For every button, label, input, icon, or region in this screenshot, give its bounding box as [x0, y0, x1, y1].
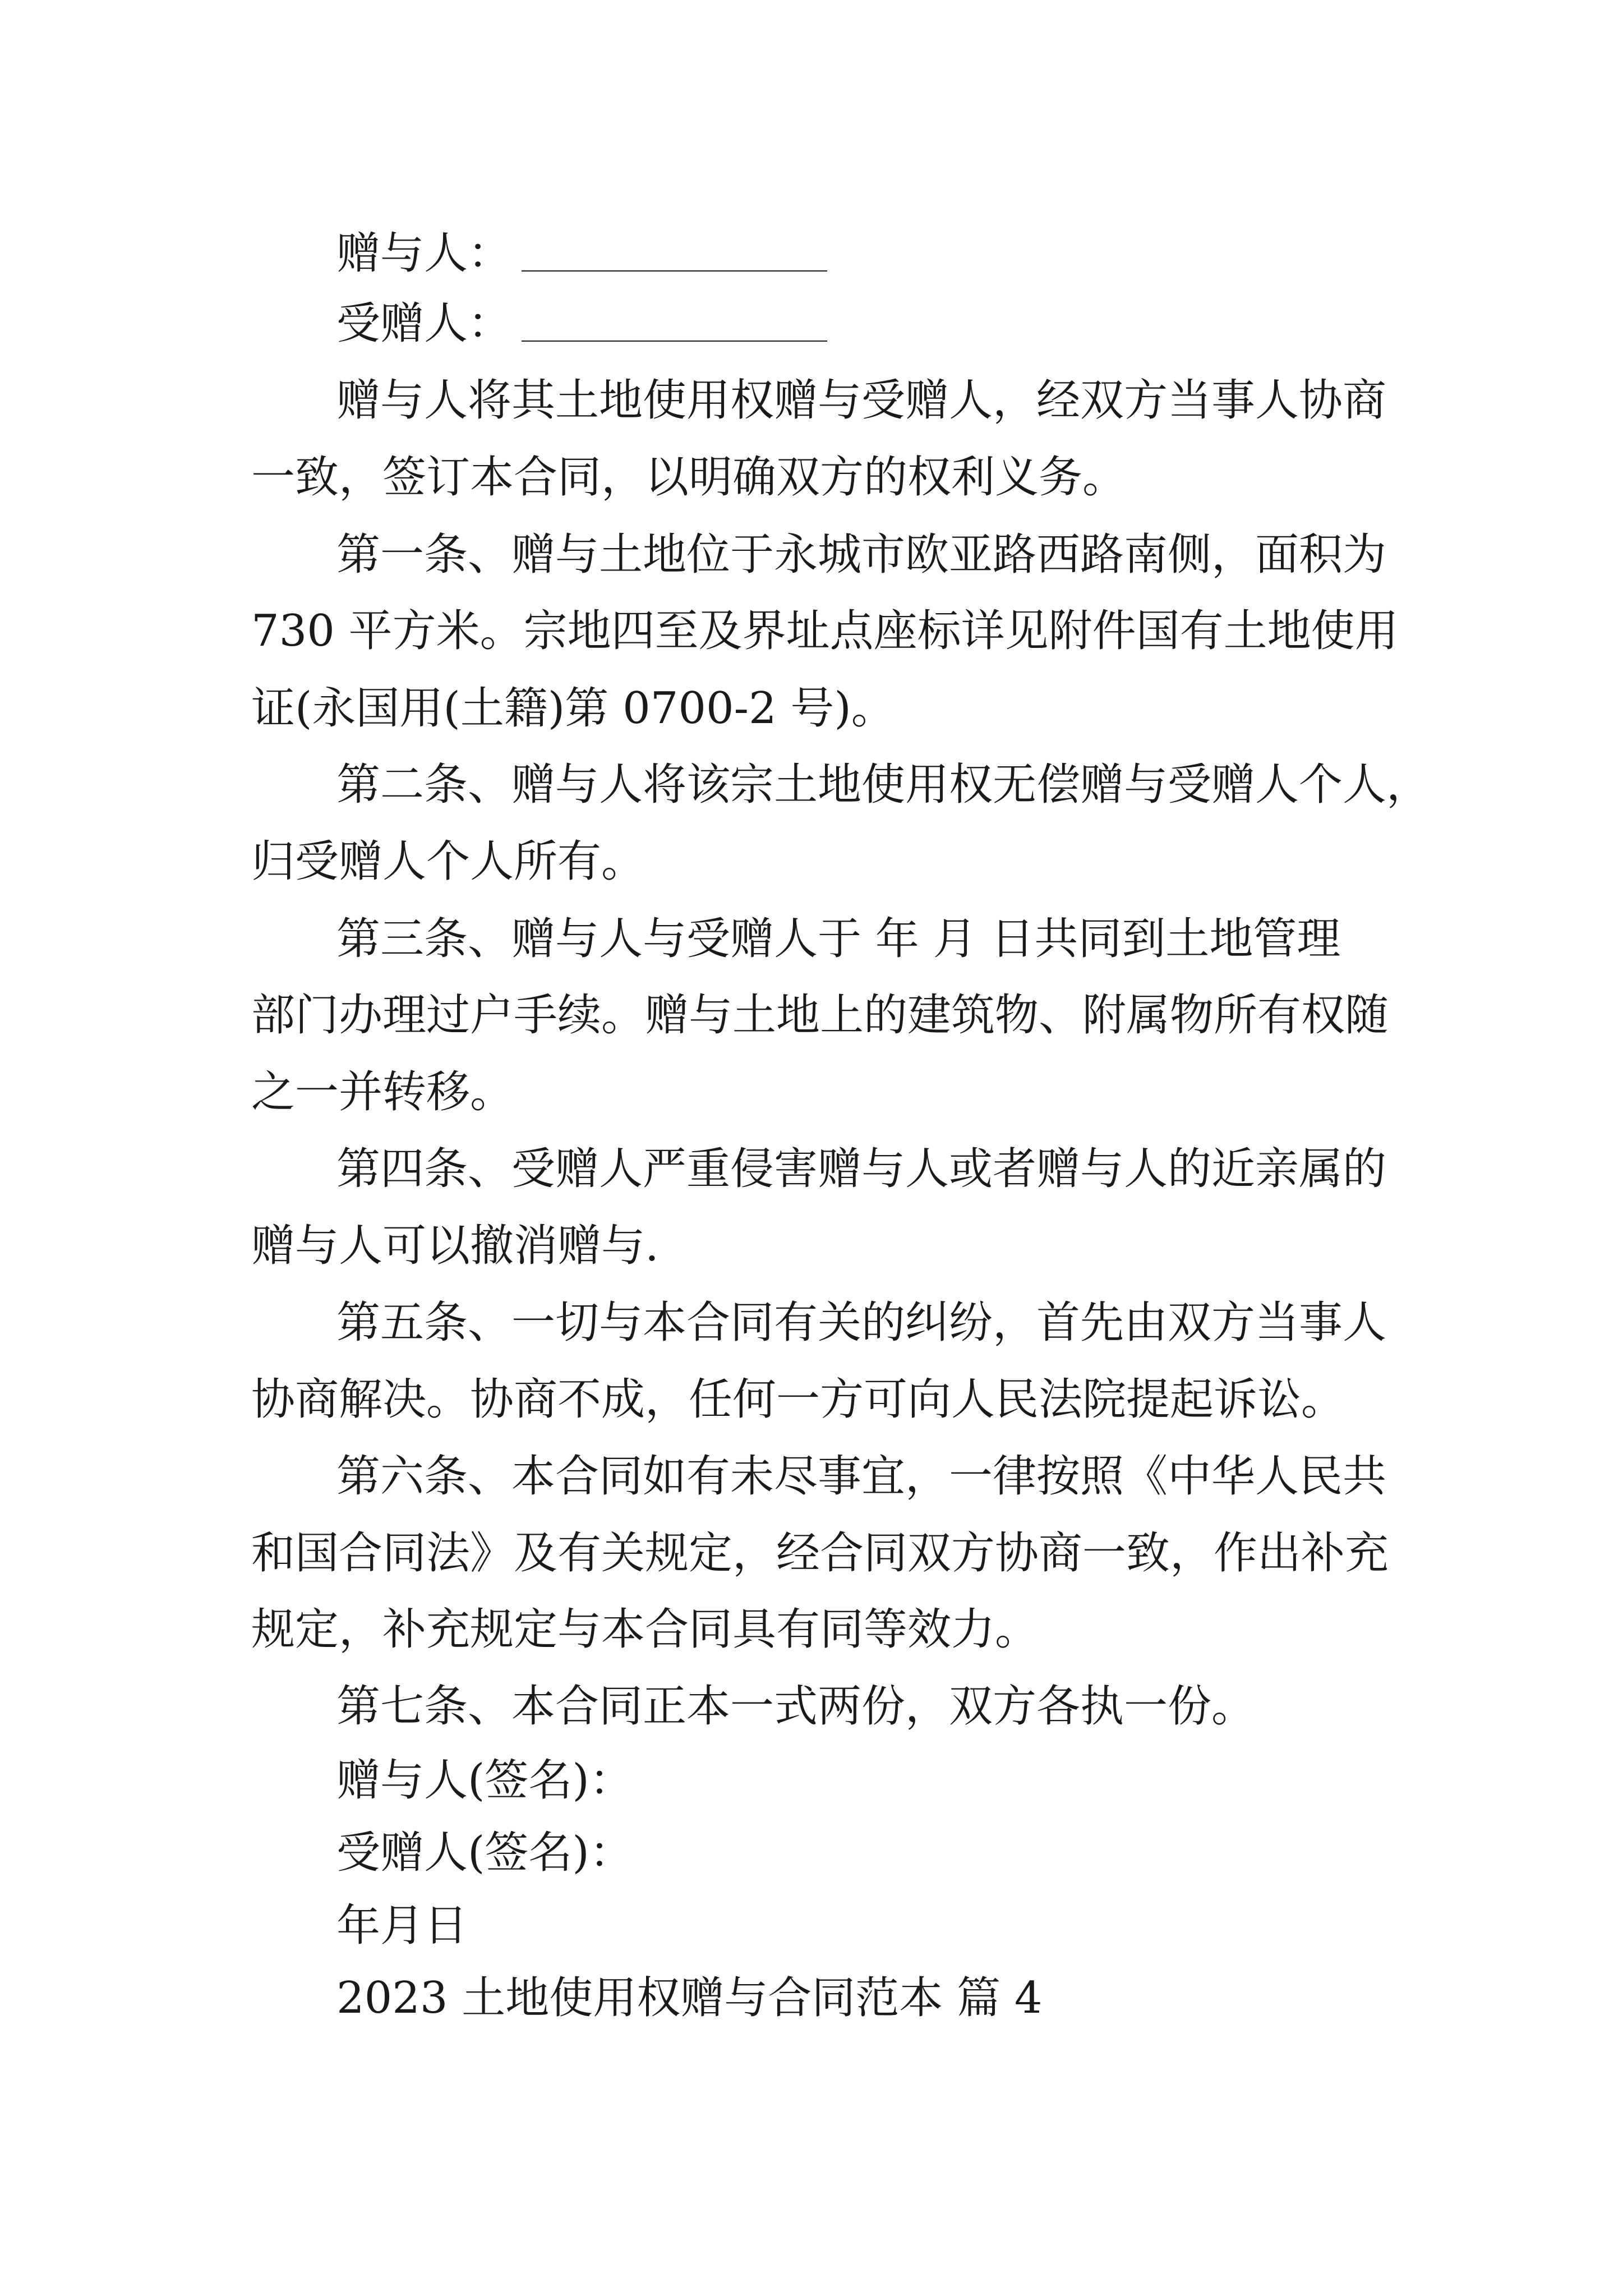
article4-line-2: 赠与人可以撤消赠与.	[251, 1221, 659, 1271]
article7-line-1: 第七条、本合同正本一式两份，双方各执一份。	[336, 1681, 1256, 1732]
article3-line-3: 之一并转移。	[251, 1067, 514, 1117]
article6-line-1: 第六条、本合同如有未尽事宜，一律按照《中华人民共	[336, 1451, 1387, 1502]
donor-blank-line	[522, 270, 827, 272]
article1-line-3: 证(永国用(土籍)第 0700-2 号)。	[251, 683, 895, 734]
signature-date: 年月日	[336, 1901, 468, 1951]
intro-line-1: 赠与人将其土地使用权赠与受赠人，经双方当事人协商	[336, 375, 1387, 426]
article2-line-1: 第二条、赠与人将该宗土地使用权无偿赠与受赠人个人，	[336, 760, 1431, 810]
article1-line-2: 730 平方米。宗地四至及界址点座标详见附件国有土地使用	[251, 606, 1399, 656]
donor-field	[336, 227, 827, 280]
intro-line-2: 一致，签订本合同，以明确双方的权利义务。	[251, 452, 1127, 503]
donor-signature: 赠与人(签名)：	[336, 1755, 633, 1806]
article6-line-2: 和国合同法》及有关规定，经合同双方协商一致，作出补充	[251, 1528, 1389, 1579]
article5-line-1: 第五条、一切与本合同有关的纠纷，首先由双方当事人	[336, 1297, 1387, 1348]
donee-signature: 受赠人(签名)：	[336, 1828, 633, 1878]
next-section-title: 2023 土地使用权赠与合同范本 篇 4	[336, 1973, 1043, 2023]
donee-blank-line	[522, 341, 827, 342]
article2-line-2: 归受赠人个人所有。	[251, 836, 645, 887]
article5-line-2: 协商解决。协商不成，任何一方可向人民法院提起诉讼。	[251, 1374, 1345, 1425]
article6-line-3: 规定，补充规定与本合同具有同等效力。	[251, 1604, 1039, 1655]
donee-field	[336, 297, 827, 351]
article3-line-2: 部门办理过户手续。赠与土地上的建筑物、附属物所有权随	[251, 990, 1389, 1041]
donee-label: 受赠人：	[336, 298, 512, 349]
article3-line-1: 第三条、赠与人与受赠人于 年 月 日共同到土地管理	[336, 914, 1341, 964]
donor-label: 赠与人：	[336, 228, 512, 279]
article4-line-1: 第四条、受赠人严重侵害赠与人或者赠与人的近亲属的	[336, 1144, 1387, 1194]
article1-line-1: 第一条、赠与土地位于永城市欧亚路西路南侧，面积为	[336, 530, 1387, 580]
